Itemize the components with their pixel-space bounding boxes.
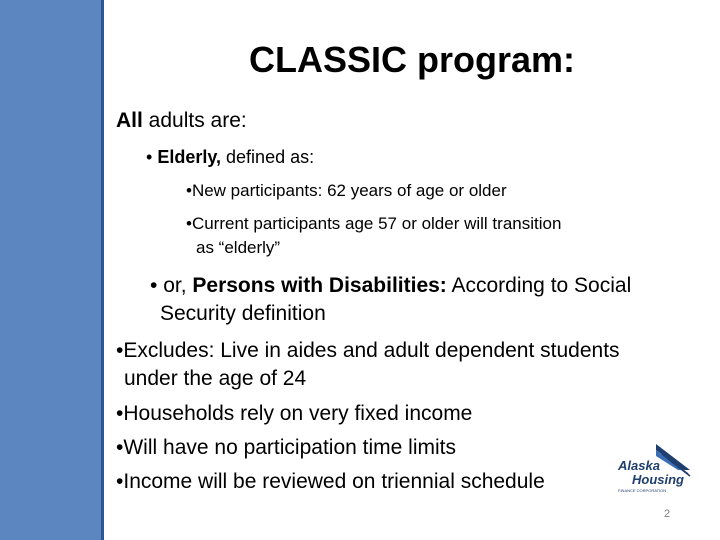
intro-bold: All [116,109,143,132]
page-number: 2 [664,508,671,520]
logo-line2: Housing [632,472,684,487]
sub-item-text: Current participants age 57 or older will transition [191,214,562,233]
alaska-housing-logo [612,440,694,494]
bullet-continuation [124,367,306,391]
bullet-icon: • [116,402,124,425]
logo-line3: FINANCE CORPORATION [618,488,667,493]
bullet-item [116,436,456,460]
bullet-icon: • [186,214,192,233]
bullet-icon: • [186,181,192,200]
disabilities-line [150,274,631,298]
bullet-text: Excludes: Live in aides and adult dependent students [123,339,620,362]
side-accent-bar [0,0,102,540]
disabilities-bold: Persons with Disabilities: [192,274,447,297]
sub-item [186,214,561,234]
bullet-text: Households rely on very fixed income [123,402,473,425]
elderly-bold: Elderly, [157,147,222,167]
elderly-text: defined as: [221,147,315,167]
sub-item-text: as “elderly” [196,238,281,257]
intro-line [116,109,247,133]
disabilities-continuation: Security definition [160,302,326,325]
bullet-icon: • [116,339,124,362]
bullet-item [116,339,620,363]
disabilities-prefix: or, [157,274,193,297]
bullet-icon: • [116,470,124,493]
logo-line1: Alaska [618,458,660,473]
bullet-text: Income will be reviewed on triennial schedule [123,470,545,493]
bullet-item [116,402,472,426]
intro-text: adults are: [142,109,247,132]
bullet-text: under the age of 24 [124,367,307,390]
bullet-icon: • [146,147,153,167]
bullet-item [116,470,545,494]
bullet-icon: • [116,436,124,459]
sub-item-text: New participants: 62 years of age or older [191,181,507,200]
disabilities-text: According to Social [446,274,632,297]
slide-title: CLASSIC program: [248,39,576,80]
bullet-text: Will have no participation time limits [123,436,456,459]
sub-item-continuation [196,238,280,258]
elderly-line [146,147,314,168]
sub-item [186,181,507,201]
bullet-icon: • [150,274,158,297]
